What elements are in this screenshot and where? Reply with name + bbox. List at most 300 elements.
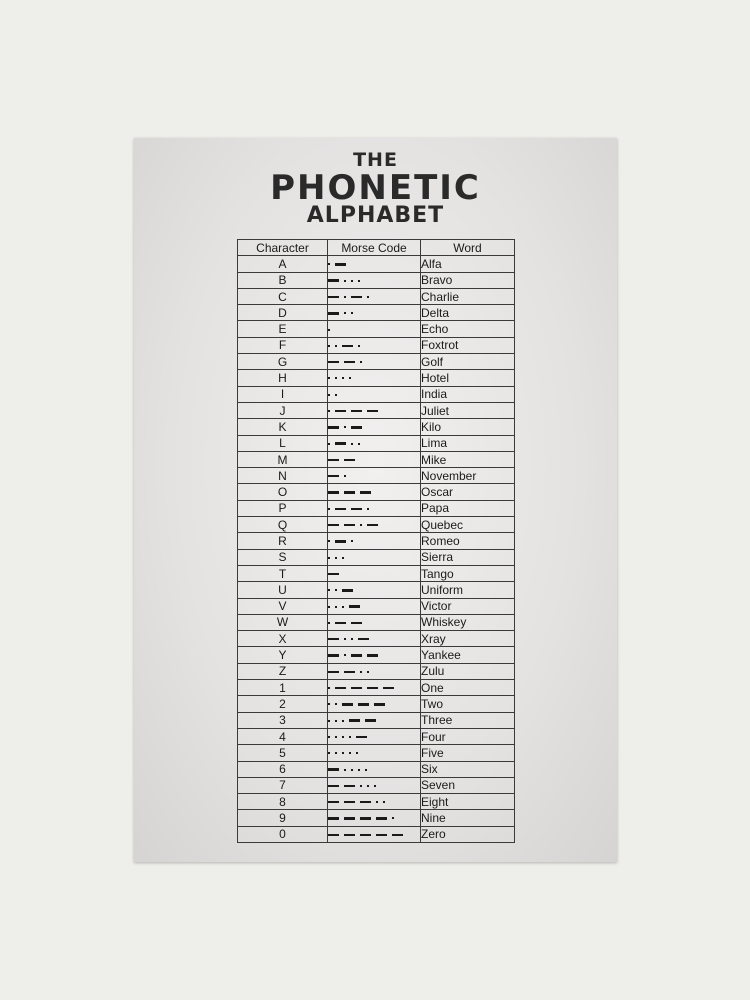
morse-dash — [328, 491, 339, 494]
morse-code — [328, 486, 376, 500]
morse-dot — [358, 345, 360, 347]
table-row — [238, 517, 515, 533]
table-header-row — [238, 240, 515, 256]
morse-dash — [351, 426, 362, 429]
table-row — [238, 484, 515, 500]
word-cell: Five — [421, 745, 515, 761]
poster — [134, 138, 617, 862]
word-cell: Kilo — [421, 419, 515, 435]
morse-code-cell — [328, 305, 421, 321]
morse-dot — [335, 703, 337, 705]
morse-dot — [328, 508, 330, 510]
morse-dash — [344, 491, 355, 494]
morse-dot — [335, 720, 337, 722]
character-cell: 7 — [238, 777, 328, 793]
morse-dot — [328, 377, 330, 379]
character-cell: Q — [238, 517, 328, 533]
morse-code-cell — [328, 288, 421, 304]
morse-code — [328, 371, 356, 385]
morse-code-cell — [328, 582, 421, 598]
table-row — [238, 810, 515, 826]
word-cell: Hotel — [421, 370, 515, 386]
morse-dash — [342, 345, 353, 348]
morse-dot — [351, 540, 353, 542]
morse-code-cell — [328, 321, 421, 337]
morse-dot — [367, 785, 369, 787]
morse-dot — [328, 720, 330, 722]
character-cell: X — [238, 631, 328, 647]
word-cell: Seven — [421, 777, 515, 793]
morse-dash — [376, 834, 387, 837]
table-row — [238, 777, 515, 793]
morse-dash — [367, 654, 378, 657]
morse-code-cell — [328, 517, 421, 533]
morse-dash — [351, 622, 362, 625]
morse-code — [328, 616, 367, 630]
word-cell: Lima — [421, 435, 515, 451]
morse-code — [328, 730, 372, 744]
morse-dash — [344, 817, 355, 820]
character-cell: 3 — [238, 712, 328, 728]
title-line-2: PHONETIC — [270, 168, 481, 208]
character-cell: S — [238, 549, 328, 565]
morse-code-cell — [328, 256, 421, 272]
morse-code — [328, 274, 365, 288]
table-row — [238, 419, 515, 435]
morse-dash — [328, 459, 339, 462]
morse-code-cell — [328, 826, 421, 842]
morse-dash — [351, 687, 362, 690]
morse-dash — [351, 296, 362, 299]
morse-code — [328, 714, 381, 728]
morse-dash — [376, 817, 387, 820]
word-cell: Six — [421, 761, 515, 777]
morse-dot — [342, 606, 344, 608]
morse-code — [328, 583, 358, 597]
morse-dash — [392, 834, 403, 837]
morse-dot — [342, 736, 344, 738]
morse-code-cell — [328, 614, 421, 630]
morse-code — [328, 404, 383, 418]
morse-code — [328, 502, 374, 516]
character-cell: N — [238, 468, 328, 484]
morse-dash — [335, 622, 346, 625]
morse-dash — [342, 703, 353, 706]
morse-dot — [360, 524, 362, 526]
morse-dot — [383, 801, 385, 803]
character-cell: 2 — [238, 696, 328, 712]
word-cell: Echo — [421, 321, 515, 337]
morse-code — [328, 469, 351, 483]
morse-dot — [328, 703, 330, 705]
morse-dot — [367, 671, 369, 673]
morse-code-cell — [328, 354, 421, 370]
morse-dash — [328, 817, 339, 820]
morse-dot — [342, 752, 344, 754]
morse-dash — [328, 475, 339, 478]
morse-dash — [358, 703, 369, 706]
morse-code — [328, 437, 365, 451]
table-row — [238, 386, 515, 402]
morse-dot — [328, 329, 330, 331]
table-row — [238, 468, 515, 484]
morse-dot — [342, 720, 344, 722]
morse-code — [328, 420, 367, 434]
morse-dot — [376, 801, 378, 803]
morse-dot — [328, 443, 330, 445]
character-cell: 8 — [238, 794, 328, 810]
morse-code — [328, 518, 383, 532]
morse-code-cell — [328, 533, 421, 549]
morse-dot — [392, 817, 394, 819]
morse-code — [328, 632, 374, 646]
table-row — [238, 761, 515, 777]
table-row — [238, 500, 515, 516]
word-cell: Juliet — [421, 402, 515, 418]
word-cell: Romeo — [421, 533, 515, 549]
morse-dot — [328, 589, 330, 591]
table-row — [238, 745, 515, 761]
table-row — [238, 582, 515, 598]
table-row — [238, 288, 515, 304]
word-cell: Yankee — [421, 647, 515, 663]
morse-dot — [358, 443, 360, 445]
morse-dash — [356, 736, 367, 739]
morse-code — [328, 339, 365, 353]
word-cell: India — [421, 386, 515, 402]
morse-code — [328, 828, 408, 842]
morse-dash — [328, 524, 339, 527]
morse-dash — [328, 785, 339, 788]
morse-code-cell — [328, 565, 421, 581]
morse-dash — [351, 654, 362, 657]
morse-dot — [351, 280, 353, 282]
morse-dash — [335, 508, 346, 511]
morse-dot — [344, 769, 346, 771]
morse-dash — [360, 817, 371, 820]
morse-code-cell — [328, 728, 421, 744]
table-row — [238, 826, 515, 842]
word-cell: Foxtrot — [421, 337, 515, 353]
morse-dash — [328, 312, 339, 315]
morse-dot — [344, 426, 346, 428]
morse-code — [328, 746, 363, 760]
morse-dash — [335, 540, 346, 543]
character-cell: G — [238, 354, 328, 370]
word-cell: Bravo — [421, 272, 515, 288]
word-cell: Quebec — [421, 517, 515, 533]
morse-dot — [328, 752, 330, 754]
character-cell: M — [238, 451, 328, 467]
word-cell: Xray — [421, 631, 515, 647]
morse-dash — [328, 638, 339, 641]
morse-code — [328, 779, 381, 793]
morse-dot — [356, 752, 358, 754]
morse-dash — [328, 573, 339, 576]
morse-dash — [358, 638, 369, 641]
character-cell: J — [238, 402, 328, 418]
morse-dot — [365, 769, 367, 771]
character-cell: 6 — [238, 761, 328, 777]
morse-code — [328, 763, 372, 777]
header-morse-code: Morse Code — [328, 240, 421, 256]
word-cell: Three — [421, 712, 515, 728]
morse-code — [328, 534, 358, 548]
morse-code — [328, 600, 365, 614]
morse-dash — [344, 361, 355, 364]
morse-code-cell — [328, 745, 421, 761]
morse-dash — [367, 524, 378, 527]
table-row — [238, 272, 515, 288]
character-cell: W — [238, 614, 328, 630]
morse-dash — [328, 654, 339, 657]
morse-dot — [335, 589, 337, 591]
phonetic-table — [237, 239, 515, 843]
character-cell: 9 — [238, 810, 328, 826]
morse-code-cell — [328, 696, 421, 712]
morse-dash — [328, 671, 339, 674]
table-row — [238, 321, 515, 337]
character-cell: L — [238, 435, 328, 451]
morse-code-cell — [328, 777, 421, 793]
morse-dot — [358, 280, 360, 282]
morse-dot — [344, 312, 346, 314]
table-row — [238, 370, 515, 386]
morse-dash — [342, 589, 353, 592]
character-cell: C — [238, 288, 328, 304]
morse-dash — [351, 410, 362, 413]
morse-dot — [367, 508, 369, 510]
character-cell: Z — [238, 663, 328, 679]
word-cell: Uniform — [421, 582, 515, 598]
character-cell: P — [238, 500, 328, 516]
morse-code-cell — [328, 419, 421, 435]
morse-dash — [360, 491, 371, 494]
morse-dash — [335, 442, 346, 445]
morse-code — [328, 257, 351, 271]
morse-code — [328, 567, 344, 581]
morse-code — [328, 388, 342, 402]
character-cell: H — [238, 370, 328, 386]
table-row — [238, 451, 515, 467]
morse-dash — [328, 361, 339, 364]
table-row — [238, 337, 515, 353]
table-row — [238, 549, 515, 565]
character-cell: V — [238, 598, 328, 614]
table-body — [238, 256, 515, 843]
table-row — [238, 696, 515, 712]
word-cell: November — [421, 468, 515, 484]
morse-dot — [342, 557, 344, 559]
table-row — [238, 402, 515, 418]
morse-code-cell — [328, 402, 421, 418]
word-cell: Two — [421, 696, 515, 712]
character-cell: 5 — [238, 745, 328, 761]
morse-dot — [328, 410, 330, 412]
morse-code-cell — [328, 712, 421, 728]
morse-code — [328, 290, 374, 304]
word-cell: Papa — [421, 500, 515, 516]
morse-dot — [360, 785, 362, 787]
character-cell: K — [238, 419, 328, 435]
morse-dot — [335, 394, 337, 396]
morse-dash — [383, 687, 394, 690]
morse-code — [328, 306, 358, 320]
morse-dash — [344, 459, 355, 462]
morse-code — [328, 697, 390, 711]
word-cell: Golf — [421, 354, 515, 370]
morse-dot — [328, 540, 330, 542]
word-cell: Zulu — [421, 663, 515, 679]
morse-dash — [351, 508, 362, 511]
morse-code-cell — [328, 370, 421, 386]
morse-code — [328, 323, 335, 337]
word-cell: Eight — [421, 794, 515, 810]
table-row — [238, 305, 515, 321]
morse-code-cell — [328, 631, 421, 647]
word-cell: Four — [421, 728, 515, 744]
morse-dot — [344, 280, 346, 282]
table-row — [238, 533, 515, 549]
morse-dot — [344, 475, 346, 477]
morse-code-cell — [328, 810, 421, 826]
title-line-1: THE — [353, 149, 398, 171]
morse-dot — [328, 263, 330, 265]
morse-code-cell — [328, 500, 421, 516]
table-row — [238, 354, 515, 370]
morse-dot — [328, 557, 330, 559]
character-cell: U — [238, 582, 328, 598]
morse-dash — [360, 834, 371, 837]
character-cell: I — [238, 386, 328, 402]
morse-dash — [374, 703, 385, 706]
word-cell: Victor — [421, 598, 515, 614]
character-cell: T — [238, 565, 328, 581]
morse-dash — [328, 834, 339, 837]
morse-code-cell — [328, 272, 421, 288]
morse-dot — [335, 557, 337, 559]
morse-dot — [342, 377, 344, 379]
morse-dash — [335, 410, 346, 413]
morse-code-cell — [328, 680, 421, 696]
word-cell: Mike — [421, 451, 515, 467]
morse-dot — [349, 752, 351, 754]
morse-code — [328, 453, 360, 467]
morse-code — [328, 551, 349, 565]
morse-dash — [360, 801, 371, 804]
morse-dot — [344, 654, 346, 656]
morse-dot — [351, 769, 353, 771]
table-row — [238, 565, 515, 581]
word-cell: Oscar — [421, 484, 515, 500]
morse-dash — [349, 605, 360, 608]
morse-dot — [360, 671, 362, 673]
morse-dot — [328, 736, 330, 738]
morse-dash — [367, 687, 378, 690]
word-cell: Tango — [421, 565, 515, 581]
character-cell: 1 — [238, 680, 328, 696]
word-cell: Nine — [421, 810, 515, 826]
character-cell: D — [238, 305, 328, 321]
morse-code — [328, 648, 383, 662]
morse-dot — [328, 622, 330, 624]
morse-dash — [344, 834, 355, 837]
morse-dot — [335, 606, 337, 608]
morse-code — [328, 811, 399, 825]
morse-dash — [328, 801, 339, 804]
title-line-3: ALPHABET — [306, 203, 445, 228]
morse-code-cell — [328, 386, 421, 402]
table-row — [238, 598, 515, 614]
morse-dot — [344, 296, 346, 298]
table-row — [238, 794, 515, 810]
word-cell: Alfa — [421, 256, 515, 272]
word-cell: Zero — [421, 826, 515, 842]
morse-code-cell — [328, 451, 421, 467]
morse-dot — [328, 606, 330, 608]
header-character: Character — [238, 240, 328, 256]
morse-code-cell — [328, 484, 421, 500]
character-cell: 4 — [238, 728, 328, 744]
word-cell: Charlie — [421, 288, 515, 304]
character-cell: E — [238, 321, 328, 337]
morse-dot — [374, 785, 376, 787]
morse-dash — [365, 719, 376, 722]
morse-dash — [335, 263, 346, 266]
morse-dash — [335, 687, 346, 690]
morse-dash — [367, 410, 378, 413]
morse-code-cell — [328, 794, 421, 810]
morse-code — [328, 355, 367, 369]
morse-dot — [351, 443, 353, 445]
morse-dot — [349, 377, 351, 379]
morse-dot — [335, 377, 337, 379]
morse-code-cell — [328, 761, 421, 777]
morse-dot — [351, 638, 353, 640]
morse-code-cell — [328, 468, 421, 484]
table-row — [238, 663, 515, 679]
morse-code — [328, 795, 390, 809]
morse-code — [328, 681, 399, 695]
morse-dot — [335, 752, 337, 754]
word-cell: Whiskey — [421, 614, 515, 630]
morse-code-cell — [328, 435, 421, 451]
morse-dot — [344, 638, 346, 640]
morse-dash — [344, 785, 355, 788]
morse-dash — [328, 279, 339, 282]
table-row — [238, 256, 515, 272]
table-row — [238, 435, 515, 451]
character-cell: O — [238, 484, 328, 500]
morse-dot — [360, 361, 362, 363]
morse-code-cell — [328, 647, 421, 663]
morse-code-cell — [328, 337, 421, 353]
morse-dot — [358, 769, 360, 771]
morse-code-cell — [328, 549, 421, 565]
table-row — [238, 680, 515, 696]
morse-code — [328, 665, 374, 679]
table-row — [238, 614, 515, 630]
morse-code-cell — [328, 663, 421, 679]
morse-dot — [335, 345, 337, 347]
character-cell: R — [238, 533, 328, 549]
morse-dash — [328, 426, 339, 429]
morse-dot — [328, 687, 330, 689]
morse-dot — [367, 296, 369, 298]
morse-dash — [328, 768, 339, 771]
character-cell: Y — [238, 647, 328, 663]
morse-dash — [349, 719, 360, 722]
